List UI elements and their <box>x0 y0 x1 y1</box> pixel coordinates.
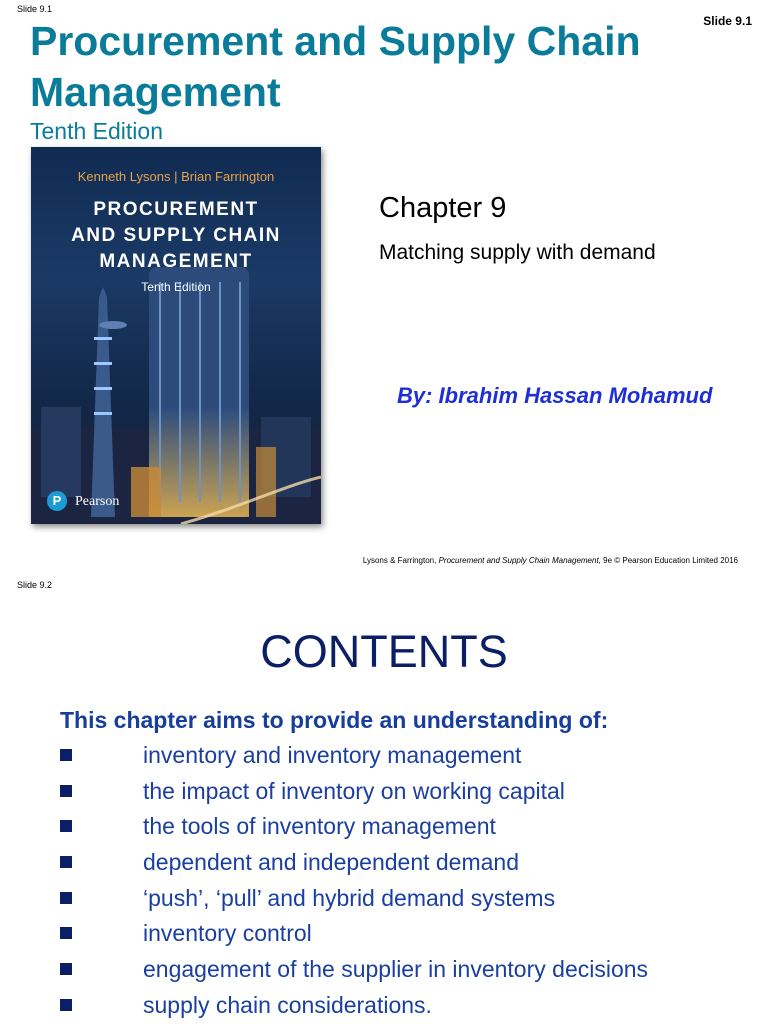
list-item-text: the tools of inventory management <box>143 813 496 840</box>
chapter-number: Chapter 9 <box>379 192 507 224</box>
square-bullet-icon <box>60 927 72 939</box>
slide-label-bold: Slide 9.1 <box>703 14 752 28</box>
list-item-text: ‘push’, ‘pull’ and hybrid demand systems <box>143 884 556 911</box>
copyright-notice <box>363 556 738 565</box>
edition-label: Tenth Edition <box>30 118 163 144</box>
list-item-text: supply chain considerations. <box>143 991 432 1018</box>
chapter-subtitle: Matching supply with demand <box>379 241 656 264</box>
author-byline: By: Ibrahim Hassan Mohamud <box>397 383 713 408</box>
copyright-suffix: 9e © Pearson Education Limited 2016 <box>600 556 738 565</box>
slide-label-small: Slide 9.1 <box>17 4 53 14</box>
square-bullet-icon <box>60 999 72 1011</box>
square-bullet-icon <box>60 892 72 904</box>
cover-title <box>31 197 321 275</box>
cover-publisher: Pearson <box>75 494 120 509</box>
list-item-text: inventory and inventory management <box>143 742 522 768</box>
book-cover-image <box>31 147 321 524</box>
chapter-aims-intro: This chapter aims to provide an understanding of: <box>60 707 609 733</box>
contents-heading: CONTENTS <box>260 626 508 677</box>
copyright-prefix: Lysons & Farrington, <box>362 556 439 565</box>
cover-authors: Kenneth Lysons | Brian Farrington <box>77 169 275 184</box>
slide-label-small: Slide 9.2 <box>17 580 53 590</box>
cover-edition: Tenth Edition <box>141 280 211 294</box>
square-bullet-icon <box>60 749 72 761</box>
square-bullet-icon <box>60 820 72 832</box>
square-bullet-icon <box>60 785 72 797</box>
list-item-text: engagement of the supplier in inventory decisions <box>143 956 649 983</box>
cover-title-line-3: MANAGEMENT <box>99 251 253 272</box>
slide-9-2 <box>0 576 768 1024</box>
pearson-logo-icon: P <box>47 491 67 511</box>
list-item-text: dependent and independent demand <box>143 849 520 876</box>
cover-title-line-1: PROCUREMENT <box>93 199 259 220</box>
copyright-book-title: Procurement and Supply Chain Management, <box>438 556 601 565</box>
square-bullet-icon <box>60 856 72 868</box>
cover-title-line-2: AND SUPPLY CHAIN <box>71 225 281 246</box>
square-bullet-icon <box>60 963 72 975</box>
list-item-text: the impact of inventory on working capital <box>143 777 565 804</box>
presentation-title: Procurement and Supply Chain Management <box>30 18 641 115</box>
list-item-text: inventory control <box>143 920 312 947</box>
